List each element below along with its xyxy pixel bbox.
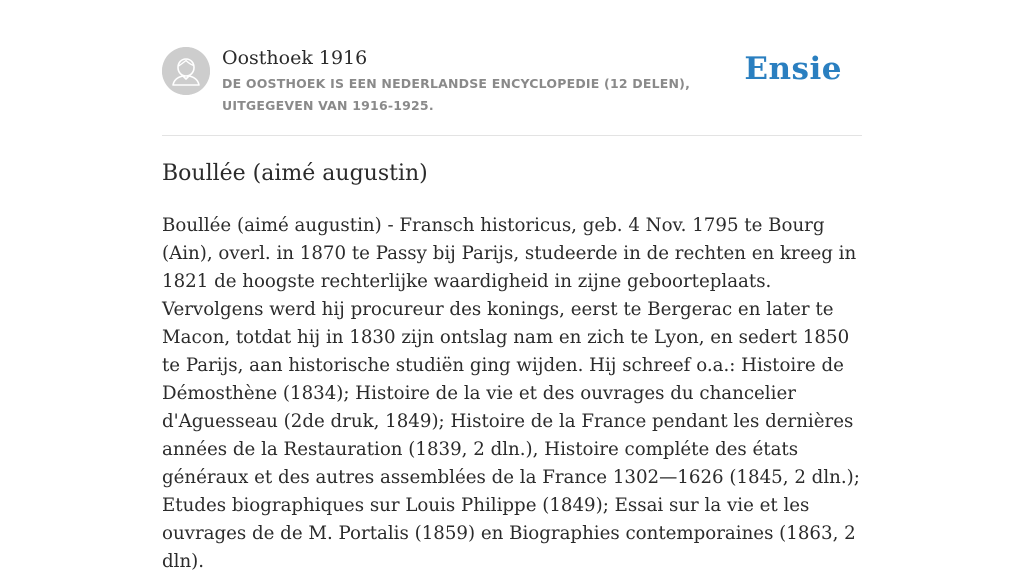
source-header — [162, 45, 862, 115]
source-description: DE OOSTHOEK IS EEN NEDERLANDSE ENCYCLOPEDIE (12 DELEN), UITGEGEVEN VAN 1916-1925. — [222, 76, 691, 113]
avatar[interactable] — [162, 47, 210, 95]
article-title: Boullée (aimé augustin) — [162, 161, 428, 186]
article-body: Boullée (aimé augustin) - Fransch historicus, geb. 4 Nov. 1795 te Bourg (Ain), overl. in 1870 te Passy bij Parijs, studeerde in de rechten en kreeg in 1821 de hoogste rechterlijke waardigheid in zijne geboorteplaats. Vervolgens werd hij procureur des konings, eerst te Bergerac en later te Macon, totdat hij in 1830 zijn ontslag nam en zich te Lyon, en sedert 1850 te Parijs, aan historische studiën ging wijden. Hij schreef o.a.: Histoire de Démosthène (1834); Histoire de la vie et des ouvrages du chancelier d'Aguesseau (2de druk, 1849); Histoire de la France pendant les dernières années de la Restauration (1839, 2 dln.), Histoire compléte des états généraux et des autres assemblées de la France 1302—1626 (1845, 2 dln.); Etudes biographiques sur Louis Philippe (1849); Essai sur la vie et les ouvrages de de M. Portalis (1859) en Biographies contemporaines (1863, 2 dln). — [162, 215, 860, 572]
source-title[interactable]: Oosthoek 1916 — [222, 47, 368, 69]
user-icon — [162, 47, 210, 95]
divider — [162, 135, 862, 136]
brand-logo-link[interactable]: Ensie — [744, 51, 842, 87]
